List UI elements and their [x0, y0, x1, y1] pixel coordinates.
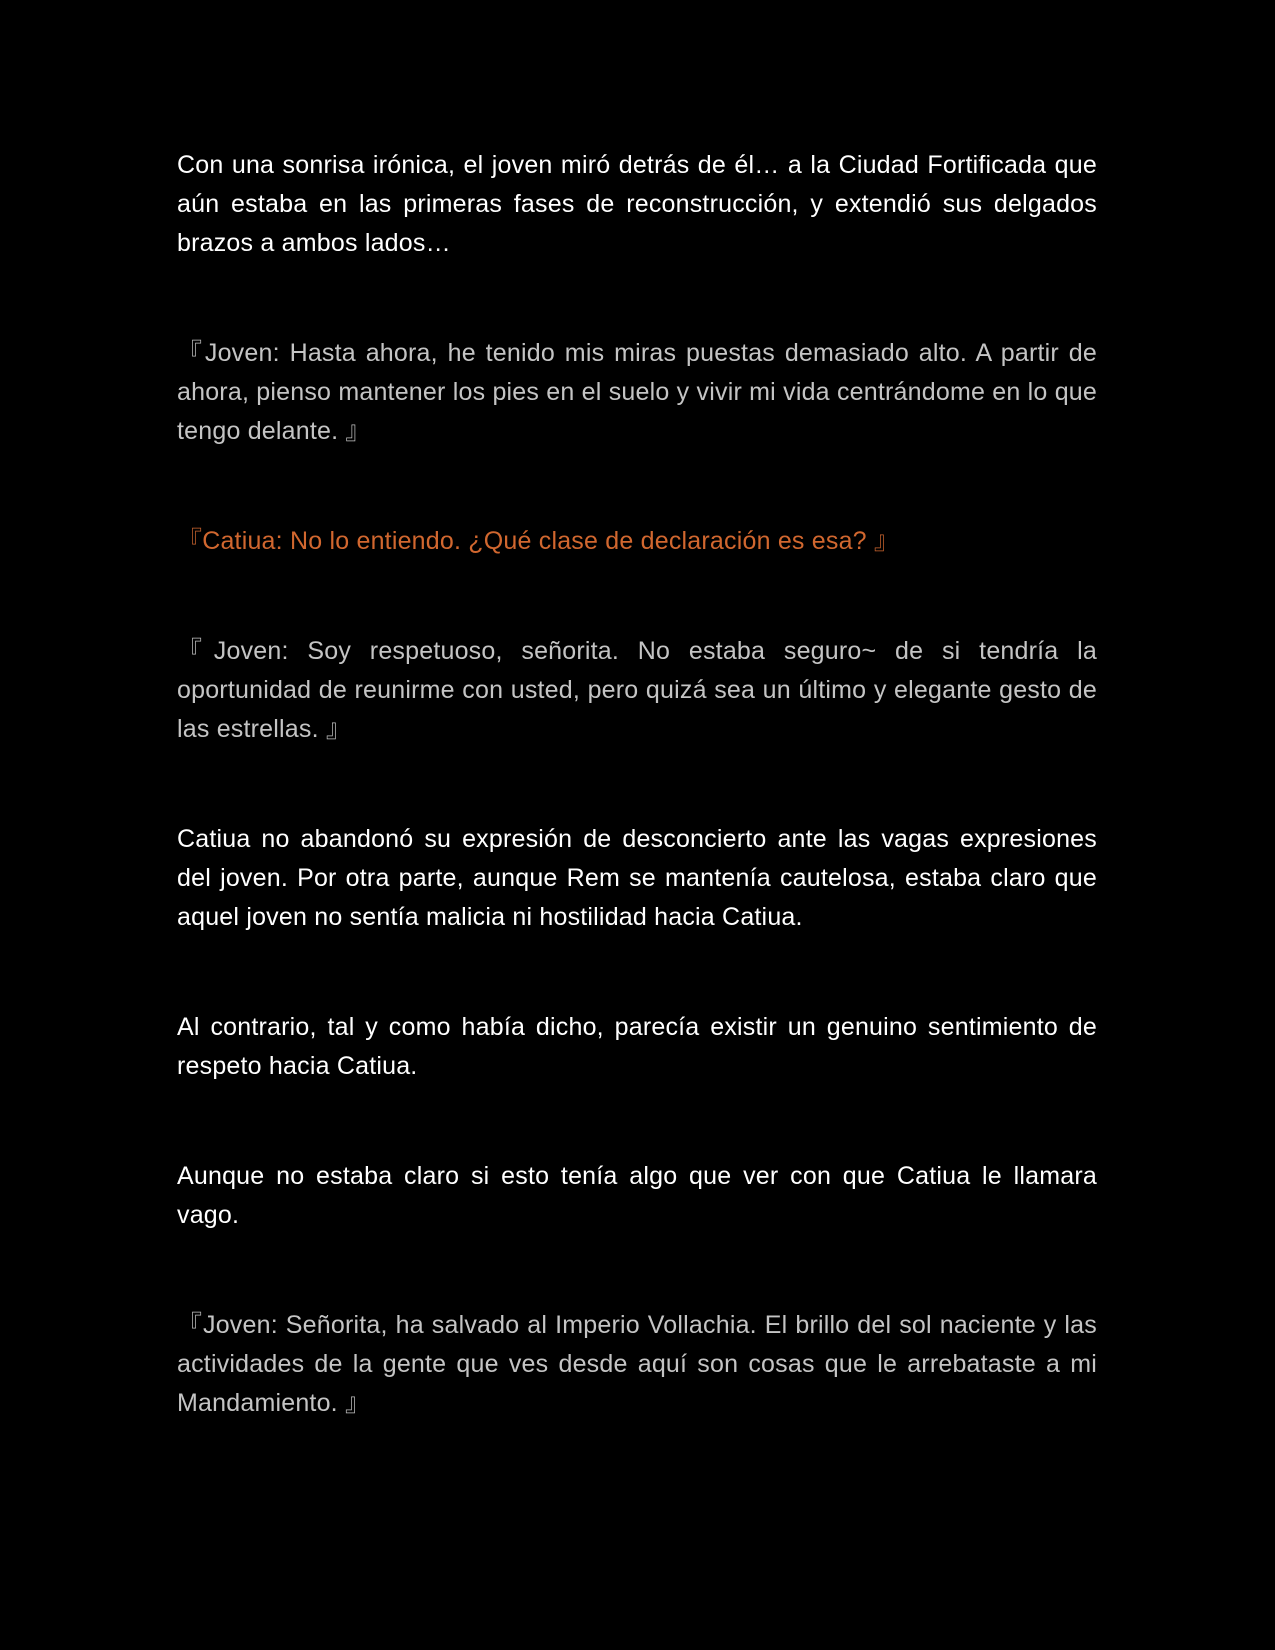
narration-paragraph: Catiua no abandonó su expresión de desconcierto ante las vagas expresiones del joven. Por otra parte, aunque Rem se mantenía cautelosa, estaba claro que aquel joven no sentía malicia ni hostilidad hacia Catiua. — [177, 825, 1097, 931]
narration-paragraph: Con una sonrisa irónica, el joven miró detrás de él… a la Ciudad Fortificada que aún estaba en las primeras fases de reconstrucción, y extendió sus delgados brazos a ambos lados… — [177, 151, 1097, 257]
narration-paragraph: Aunque no estaba claro si esto tenía algo que ver con que Catiua le llamara vago. — [177, 1162, 1097, 1229]
dialogue-line-catiua: 『Catiua: No lo entiendo. ¿Qué clase de declaración es esa? 』 — [177, 527, 900, 555]
dialogue-line-joven: 『Joven: Soy respetuoso, señorita. No estaba seguro~ de si tendría la oportunidad de reunirme con usted, pero quizá sea un último y elegante gesto de las estrellas. 』 — [177, 637, 1097, 743]
narration-paragraph: Al contrario, tal y como había dicho, parecía existir un genuino sentimiento de respeto hacia Catiua. — [177, 1013, 1097, 1080]
dialogue-line-joven: 『Joven: Señorita, ha salvado al Imperio Vollachia. El brillo del sol naciente y las actividades de la gente que ves desde aquí son cosas que le arrebataste a mi Mandamiento. 』 — [177, 1311, 1097, 1417]
dialogue-line-joven: 『Joven: Hasta ahora, he tenido mis miras puestas demasiado alto. A partir de ahora, pienso mantener los pies en el suelo y vivir mi vida centrándome en lo que tengo delante. 』 — [177, 339, 1097, 445]
document-page — [177, 146, 1097, 1494]
